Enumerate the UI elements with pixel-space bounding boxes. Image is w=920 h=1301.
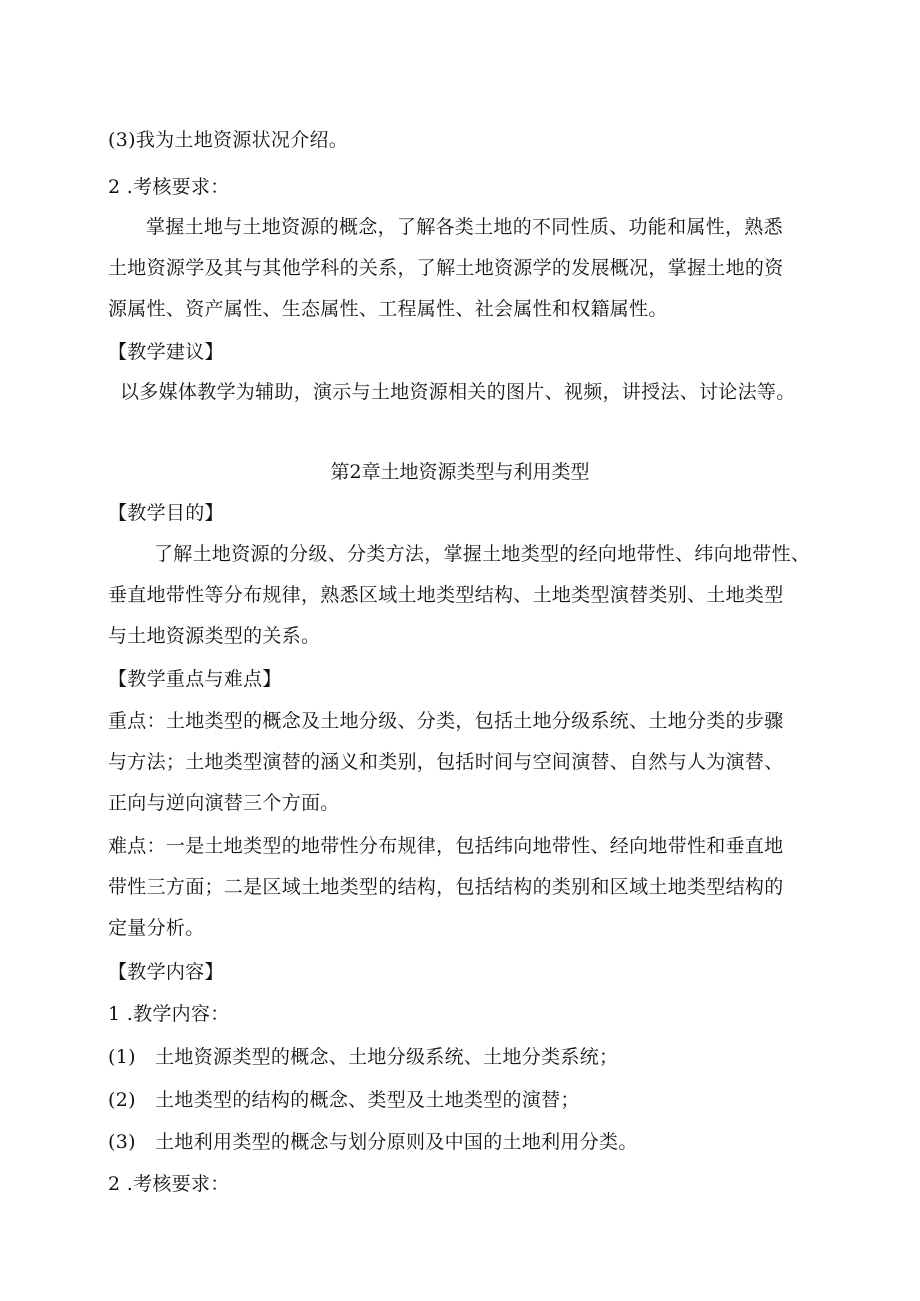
paragraph-line: 难点：一是土地类型的地带性分布规律，包括纬向地带性、经向地带性和垂直地 [108,835,784,857]
section-heading: 【教学建议】 [108,341,224,363]
assessment-heading: 2 .考核要求： [108,1173,230,1195]
paragraph-line: 带性三方面；二是区域土地类型的结构，包括结构的类别和区域土地类型结构的 [108,876,784,898]
assessment-heading: 2 .考核要求： [108,176,230,198]
section-heading: 【教学内容】 [108,961,224,983]
paragraph-line: 与方法；土地类型演替的涵义和类别，包括时间与空间演替、自然与人为演替、 [108,751,784,773]
section-heading: 【教学重点与难点】 [108,668,282,690]
paragraph-line: 土地资源学及其与其他学科的关系，了解土地资源学的发展概况，掌握土地的资 [108,257,784,279]
paragraph-line: 掌握土地与土地资源的概念，了解各类土地的不同性质、功能和属性，熟悉 [146,216,783,238]
section-heading: 【教学目的】 [108,502,224,524]
paragraph-line: 以多媒体教学为辅助，演示与土地资源相关的图片、视频，讲授法、讨论法等。 [120,381,796,403]
chapter-title: 第2章土地资源类型与利用类型 [330,461,590,483]
list-item: (1) 土地资源类型的概念、土地分级系统、土地分类系统； [108,1046,619,1068]
list-item: (2) 土地类型的结构的概念、类型及土地类型的演替； [108,1089,580,1111]
paragraph-line: 正向与逆向演替三个方面。 [108,792,340,814]
list-item: (3) 土地利用类型的概念与划分原则及中国的土地利用分类。 [108,1131,638,1153]
paragraph-line: 重点：土地类型的概念及土地分级、分类，包括土地分级系统、土地分类的步骤 [108,710,784,732]
paragraph-line: 垂直地带性等分布规律，熟悉区域土地类型结构、土地类型演替类别、土地类型 [108,584,784,606]
paragraph-line: 了解土地资源的分级、分类方法，掌握土地类型的经向地带性、纬向地带性、 [154,543,811,565]
list-item: (3)我为土地资源状况介绍。 [108,129,349,151]
paragraph-line: 与土地资源类型的关系。 [108,625,321,647]
content-subheading: 1 .教学内容： [108,1003,230,1025]
paragraph-line: 定量分析。 [108,917,205,939]
paragraph-line: 源属性、资产属性、生态属性、工程属性、社会属性和权籍属性。 [108,298,668,320]
